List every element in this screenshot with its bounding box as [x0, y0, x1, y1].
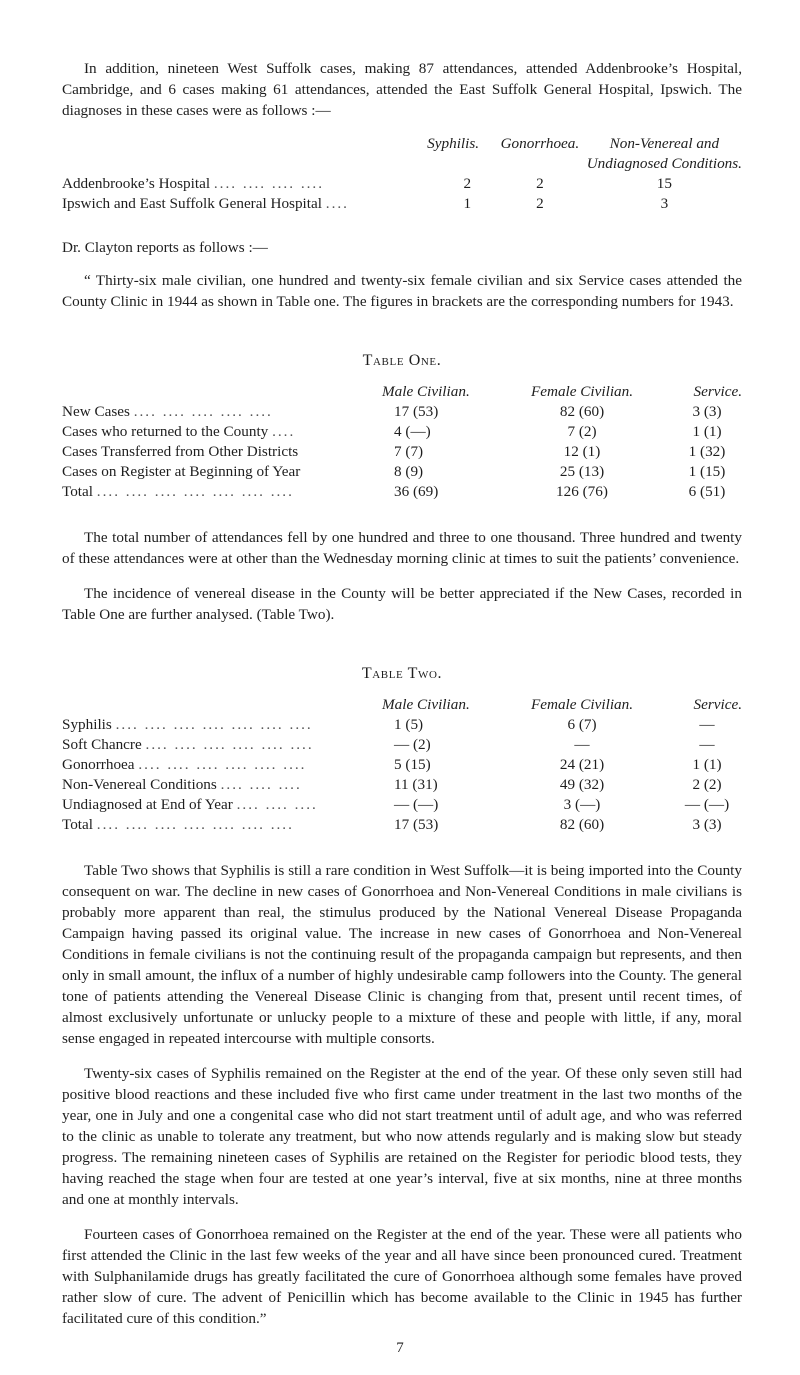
syphilis-paragraph: Twenty-six cases of Syphilis remained on the Register at the end of the year. Of these only seven still had positive blood reactions and these included five who first came under treatment in the last two months of the year, one in July and one a congenital case who did not start treatment until of adult age, and who was referred to the clinic as unable to tolerate any treatment, but who now attends regularly and is making slow but steady progress. The remaining nineteen cases of Syphilis are retained on the Register for periodic blood tests, they having reached the stage when four are tested at one year’s interval, five at six months, nine at three months and one at monthly intervals.	[62, 1065, 742, 1208]
header-male: Male Civilian.	[382, 383, 470, 400]
cell-male: 5 (15)	[394, 756, 431, 773]
table-row: Addenbrooke’s Hospital .... .... .... .... 2 2 15	[62, 175, 742, 195]
row-label: Cases Transferred from Other Districts	[62, 443, 299, 460]
cell-gonorrhoea: 2	[536, 195, 544, 212]
table-row: Soft Chancre .... .... .... .... .... .... — (2) — —	[62, 736, 742, 756]
cell-female: 82 (60)	[559, 816, 605, 833]
cell-male: 17 (53)	[394, 816, 439, 833]
table-row: Non-Venereal Conditions .... .... .... 11 (31) 49 (32) 2 (2)	[62, 776, 742, 796]
row-label: Undiagnosed at End of Year	[62, 796, 233, 813]
cell-male: — (—)	[394, 796, 439, 813]
cell-male: 4 (—)	[394, 423, 431, 440]
intro-paragraph: In addition, nineteen West Suffolk cases, making 87 attendances, attended Addenbrooke’s Hospital, Cambridge, and 6 cases making 61 attendances, attended the East Suffolk General Hospital, Ipswich. The diagnoses in these cases were as follows :—	[62, 60, 742, 119]
table-two-title: Table Two.	[361, 665, 443, 682]
header-syphilis: Syphilis.	[427, 135, 480, 152]
cell-female: 6 (7)	[567, 716, 597, 733]
cell-service: 2 (2)	[692, 776, 722, 793]
cell-female: 126 (76)	[556, 483, 608, 500]
clayton-paragraph: “ Thirty-six male civilian, one hundred and twenty-six female civilian and six Service cases attended the County Clinic in 1944 as shown in Table one. The figures in brackets are the corresponding numbers for 1943.	[62, 272, 742, 310]
cell-non-venereal: 15	[656, 175, 672, 192]
table-row: Cases who returned to the County .... 4 (—) 7 (2) 1 (1)	[62, 423, 742, 443]
header-non-venereal: Non-Venereal and	[609, 135, 720, 152]
table-two-header	[62, 696, 742, 716]
cell-service: 3 (3)	[692, 403, 722, 420]
row-label: Total	[62, 483, 93, 500]
table-row	[62, 463, 742, 483]
cell-female: 7 (2)	[567, 423, 597, 440]
cell-service: —	[699, 736, 715, 753]
table-row: Gonorrhoea .... .... .... .... .... .... 5 (15) 24 (21) 1 (1)	[62, 756, 742, 776]
header-male: Male Civilian.	[382, 696, 470, 713]
table-row: Ipswich and East Suffolk General Hospital .... 1 2 3	[62, 195, 742, 215]
table-row: Total .... .... .... .... .... .... .... 36 (69) 126 (76) 6 (51)	[62, 483, 742, 503]
row-label: Soft Chancre	[62, 736, 142, 753]
cell-female: 24 (21)	[559, 756, 605, 773]
table-row: Undiagnosed at End of Year .... .... .... — (—) 3 (—) — (—)	[62, 796, 742, 816]
cell-syphilis: 2	[463, 175, 472, 192]
header-female: Female Civilian.	[530, 383, 634, 400]
header-non-venereal-line2: Undiagnosed Conditions.	[586, 155, 742, 172]
cell-female: 82 (60)	[559, 403, 605, 420]
cell-male: 17 (53)	[394, 403, 439, 420]
row-label: Addenbrooke’s Hospital	[62, 175, 211, 192]
cell-male: 8 (9)	[394, 463, 424, 480]
gonorrhoea-paragraph: Fourteen cases of Gonorrhoea remained on the Register at the end of the year. These were all patients who first attended the Clinic in the last few weeks of the year and all have since been pronounced cured. Treatment with Sulphanilamide drugs has greatly facilitated the cure of Gonorrhoea although some females have proved rather slow of cure. The advent of Penicillin which has become available to the Clinic in 1945 has further facilitated cure of this condition.”	[62, 1226, 742, 1327]
cell-gonorrhoea: 2	[536, 175, 544, 192]
header-service: Service.	[693, 383, 742, 400]
header-service: Service.	[693, 696, 742, 713]
header-female: Female Civilian.	[530, 696, 634, 713]
cell-service: 1 (15)	[688, 463, 726, 480]
cell-male: 1 (5)	[394, 716, 424, 733]
cell-service: 3 (3)	[692, 816, 722, 833]
cell-service: —	[699, 716, 715, 733]
cell-service: 1 (1)	[692, 423, 722, 440]
cell-service: — (—)	[684, 796, 730, 813]
attendances-paragraph: The total number of attendances fell by one hundred and three to one thousand. Three hundred and twenty of these attendances were at other than the Wednesday morning clinic at times to suit the patients’ convenience.	[62, 529, 742, 567]
clayton-intro: Dr. Clayton reports as follows :—	[62, 239, 268, 256]
table-row	[62, 443, 742, 463]
cell-male: — (2)	[394, 736, 431, 753]
cell-female: 49 (32)	[559, 776, 605, 793]
cell-female: 3 (—)	[563, 796, 601, 813]
row-label: Gonorrhoea	[62, 756, 135, 773]
table-row: New Cases .... .... .... .... .... 17 (53) 82 (60) 3 (3)	[62, 403, 742, 423]
cell-female: 25 (13)	[559, 463, 605, 480]
cell-female: —	[574, 736, 590, 753]
row-label: Total	[62, 816, 93, 833]
table-two-paragraph: Table Two shows that Syphilis is still a rare condition in West Suffolk—it is being imported into the County consequent on war. The decline in new cases of Gonorrhoea and Non-Venereal Conditions in male civilians is probably more apparent than real, the stimulus produced by the National Venereal Disease Propaganda Campaign having passed its original value. The increase in new cases of Gonorrhoea and Non-Venereal Conditions in female civilians is not the continuing result of the propaganda campaign but represents, and then only in small amount, the influx of a number of highly undesirable camp followers into the County. The general tone of patients attending the Venereal Disease Clinic is changing from that, present until recent times, of almost exclusively unfortunate or unlucky people to a mixture of these and people with little, if any, moral sense engaged in repeated intercourse with multiple consorts.	[62, 862, 742, 1047]
row-label: Non-Venereal Conditions	[62, 776, 217, 793]
row-label: Cases on Register at Beginning of Year	[62, 463, 301, 480]
header-gonorrhoea: Gonorrhoea.	[500, 135, 580, 152]
cell-male: 7 (7)	[394, 443, 424, 460]
cell-service: 1 (32)	[688, 443, 726, 460]
cell-female: 12 (1)	[563, 443, 601, 460]
row-label: Cases who returned to the County	[62, 423, 269, 440]
incidence-paragraph: The incidence of venereal disease in the County will be better appreciated if the New Cases, recorded in Table One are further analysed. (Table Two).	[62, 585, 742, 623]
table-one	[62, 383, 742, 503]
table-two	[62, 696, 742, 836]
row-label: Syphilis	[62, 716, 112, 733]
page-number: 7	[396, 1340, 404, 1356]
hospital-table-header	[62, 135, 742, 155]
document-page	[62, 58, 742, 1329]
hospital-diagnoses-table	[62, 135, 742, 215]
cell-male: 11 (31)	[394, 776, 438, 793]
cell-service: 1 (1)	[692, 756, 722, 773]
table-one-header	[62, 383, 742, 403]
table-one-title: Table One.	[362, 352, 442, 369]
row-label: New Cases	[62, 403, 130, 420]
cell-syphilis: 1	[463, 195, 472, 212]
row-label: Ipswich and East Suffolk General Hospital	[62, 195, 322, 212]
cell-male: 36 (69)	[394, 483, 439, 500]
cell-service: 6 (51)	[688, 483, 726, 500]
table-row: Syphilis .... .... .... .... .... .... .... 1 (5) 6 (7) —	[62, 716, 742, 736]
table-row: Total .... .... .... .... .... .... .... 17 (53) 82 (60) 3 (3)	[62, 816, 742, 836]
cell-non-venereal: 3	[660, 195, 669, 212]
